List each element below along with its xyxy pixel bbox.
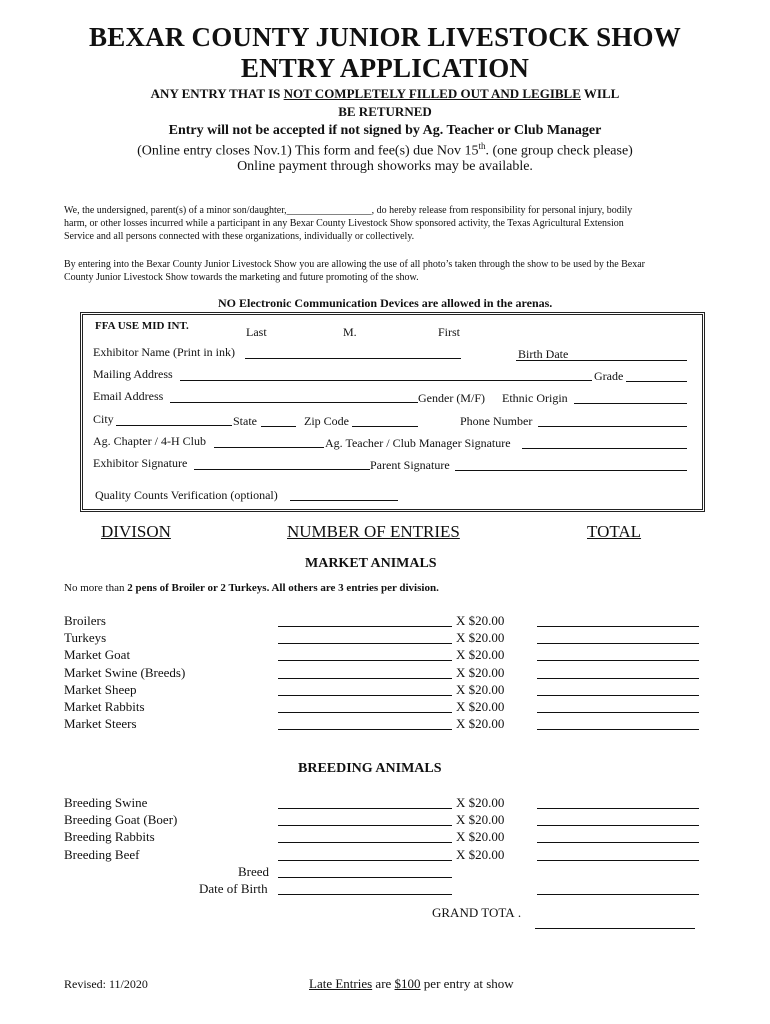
- animal-division-label: Breeding Goat (Boer): [64, 812, 178, 828]
- late-entries-per-entry: per entry at show: [420, 976, 514, 991]
- entry-price: X $20.00: [456, 664, 505, 680]
- email-address-field[interactable]: [170, 402, 418, 403]
- zip-code-field[interactable]: [352, 426, 418, 427]
- division-total-field[interactable]: [537, 860, 699, 861]
- exhibitor-info-box: [80, 312, 705, 512]
- state-label: State: [233, 414, 257, 428]
- date-of-birth-label: Date of Birth: [199, 881, 268, 896]
- animal-division-label: Broilers: [64, 613, 106, 628]
- late-entries-note: [309, 976, 514, 992]
- deadline-post: . (one group check please): [485, 143, 633, 159]
- warning-underlined: NOT COMPLETELY FILLED OUT AND LEGIBLE: [283, 86, 581, 101]
- mailing-address-label: Mailing Address: [93, 367, 173, 381]
- parent-signature-label: Parent Signature: [370, 458, 450, 472]
- date-of-birth-field[interactable]: [278, 894, 452, 895]
- animal-division-label: Breeding Beef: [64, 846, 140, 862]
- ag-chapter-field[interactable]: [214, 447, 324, 448]
- release-p1-line3: Service and all persons connected with these organizations, individually or collectively.: [64, 231, 415, 242]
- entries-count-field[interactable]: [278, 626, 452, 627]
- last-name-label: Last: [246, 325, 267, 339]
- division-total-field[interactable]: [537, 712, 699, 713]
- grand-total-field[interactable]: [535, 928, 695, 929]
- division-total-field[interactable]: [537, 678, 699, 679]
- state-field[interactable]: [261, 426, 296, 427]
- release-p1-post: , do hereby release from responsibility for personal injury, bodily: [371, 205, 633, 216]
- deadline-sup: th: [478, 141, 486, 151]
- exhibitor-name-field[interactable]: [245, 358, 461, 359]
- late-entries-text: Late Entries: [309, 976, 373, 991]
- entry-price: X $20.00: [456, 681, 505, 697]
- animal-division-label: Market Sheep: [64, 681, 137, 697]
- deadline-pre: (Online entry closes Nov.1) This form and fee(s) due Nov 15: [137, 143, 479, 159]
- number-of-entries-header: NUMBER OF ENTRIES: [287, 522, 460, 541]
- entries-count-field[interactable]: [278, 825, 452, 826]
- parent-signature-field[interactable]: [455, 470, 687, 471]
- zip-code-label: Zip Code: [304, 414, 349, 428]
- entries-count-field[interactable]: [278, 712, 452, 713]
- photo-release-line2: County Junior Livestock Show towards the marketing and future promoting of the show.: [64, 272, 419, 283]
- grade-label: Grade: [594, 369, 624, 383]
- animal-division-label: Market Swine (Breeds): [64, 664, 186, 680]
- division-total-field[interactable]: [537, 643, 699, 644]
- entries-count-field[interactable]: [278, 860, 452, 861]
- entry-price: X $20.00: [456, 630, 505, 646]
- first-name-label: First: [438, 325, 461, 339]
- division-header: DIVISON: [101, 522, 171, 541]
- entry-price: X $20.00: [456, 829, 505, 845]
- ag-chapter-label: Ag. Chapter / 4-H Club: [93, 434, 206, 448]
- animal-division-label: Breeding Rabbits: [64, 829, 155, 845]
- exhibitor-signature-field[interactable]: [194, 469, 370, 470]
- signed-notice: Entry will not be accepted if not signed by Ag. Teacher or Club Manager: [168, 123, 602, 138]
- entry-price: X $20.00: [456, 812, 505, 828]
- phone-number-label: Phone Number: [460, 414, 533, 428]
- breeding-dob-total-field[interactable]: [537, 894, 699, 895]
- release-p1-line2: harm, or other losses incurred while a participant in any Bexar County Livestock Show sponsored activity, the Texas Agricultural Extension: [64, 218, 624, 229]
- market-note: [64, 582, 439, 594]
- release-paragraph: [64, 204, 724, 243]
- grade-field[interactable]: [626, 381, 687, 382]
- exhibitor-name-label: Exhibitor Name (Print in ink): [93, 345, 235, 359]
- form-title: BEXAR COUNTY JUNIOR LIVESTOCK SHOW: [89, 22, 681, 52]
- warning-line1: [0, 86, 770, 102]
- online-payment-note: Online payment through showorks may be available.: [237, 159, 533, 174]
- photo-release-line1: By entering into the Bexar County Junior Livestock Show you are allowing the use of all photo’s taken through the show to be used by the Bexar: [64, 259, 646, 270]
- market-animals-heading: MARKET ANIMALS: [305, 556, 437, 571]
- no-devices-notice: NO Electronic Communication Devices are allowed in the arenas.: [218, 296, 553, 310]
- ag-teacher-signature-label: Ag. Teacher / Club Manager Signature: [325, 436, 511, 450]
- entries-count-field[interactable]: [278, 842, 452, 843]
- quality-counts-field[interactable]: [290, 500, 398, 501]
- minor-name-blank[interactable]: _________________: [286, 205, 372, 216]
- ffa-use-label: FFA USE MID INT.: [95, 320, 189, 332]
- entry-price: X $20.00: [456, 716, 505, 732]
- form-subtitle: ENTRY APPLICATION: [240, 53, 530, 83]
- late-entry-fee: $100: [394, 976, 421, 991]
- revised-date: Revised: 11/2020: [64, 977, 148, 991]
- birth-date-label: Birth Date: [518, 347, 569, 361]
- warning-post: WILL: [580, 86, 620, 101]
- ag-teacher-signature-field[interactable]: [522, 448, 687, 449]
- entries-count-field[interactable]: [278, 660, 452, 661]
- entry-price: X $20.00: [456, 613, 505, 628]
- ethnic-origin-field[interactable]: [574, 403, 687, 404]
- division-total-field[interactable]: [537, 842, 699, 843]
- division-total-field[interactable]: [537, 808, 699, 809]
- middle-initial-label: M.: [343, 325, 357, 339]
- email-address-label: Email Address: [93, 389, 164, 403]
- division-total-field[interactable]: [537, 695, 699, 696]
- photo-release-paragraph: [64, 258, 729, 284]
- entry-price: X $20.00: [456, 647, 505, 663]
- animal-division-label: Market Rabbits: [64, 699, 145, 714]
- grand-total-text: GRAND TOTA: [432, 905, 515, 920]
- breed-field[interactable]: [278, 877, 452, 878]
- birth-date-field[interactable]: [516, 360, 687, 361]
- warning-line2: BE RETURNED: [338, 104, 432, 119]
- animal-division-label: Market Goat: [64, 647, 131, 663]
- city-field[interactable]: [116, 425, 232, 426]
- late-entries-are: are: [372, 976, 395, 991]
- warning-pre: ANY ENTRY THAT IS: [150, 86, 284, 101]
- breeding-animals-heading: BREEDING ANIMALS: [298, 761, 442, 776]
- breed-label: Breed: [238, 864, 270, 879]
- total-header: TOTAL: [587, 522, 642, 541]
- entries-count-field[interactable]: [278, 678, 452, 679]
- entry-price: X $20.00: [456, 699, 505, 714]
- city-label: City: [93, 412, 114, 426]
- division-total-field[interactable]: [537, 729, 699, 730]
- phone-number-field[interactable]: [538, 426, 687, 427]
- entry-price: X $20.00: [456, 795, 505, 810]
- entries-count-field[interactable]: [278, 643, 452, 644]
- exhibitor-signature-label: Exhibitor Signature: [93, 456, 188, 470]
- release-p1-pre: We, the undersigned, parent(s) of a minor son/daughter,: [64, 205, 287, 216]
- entries-count-field[interactable]: [278, 695, 452, 696]
- mailing-address-field[interactable]: [180, 380, 592, 381]
- gender-label: Gender (M/F): [418, 391, 485, 405]
- entries-count-field[interactable]: [278, 808, 452, 809]
- deadline-notice: [0, 141, 770, 160]
- animal-division-label: Breeding Swine: [64, 795, 148, 810]
- division-total-field[interactable]: [537, 825, 699, 826]
- animal-division-label: Market Steers: [64, 716, 137, 732]
- market-note-pre: No more than: [64, 582, 128, 594]
- quality-counts-label: Quality Counts Verification (optional): [95, 488, 278, 502]
- ethnic-origin-label: Ethnic Origin: [502, 391, 568, 405]
- division-total-field[interactable]: [537, 626, 699, 627]
- entry-price: X $20.00: [456, 846, 505, 862]
- division-total-field[interactable]: [537, 660, 699, 661]
- animal-division-label: Turkeys: [64, 630, 107, 646]
- entries-count-field[interactable]: [278, 729, 452, 730]
- market-note-post: . All others are 3 entries per division.: [266, 582, 439, 594]
- grand-total-label: GRAND TOTA .: [432, 905, 522, 920]
- market-note-bold: 2 pens of Broiler or 2 Turkeys: [127, 582, 267, 594]
